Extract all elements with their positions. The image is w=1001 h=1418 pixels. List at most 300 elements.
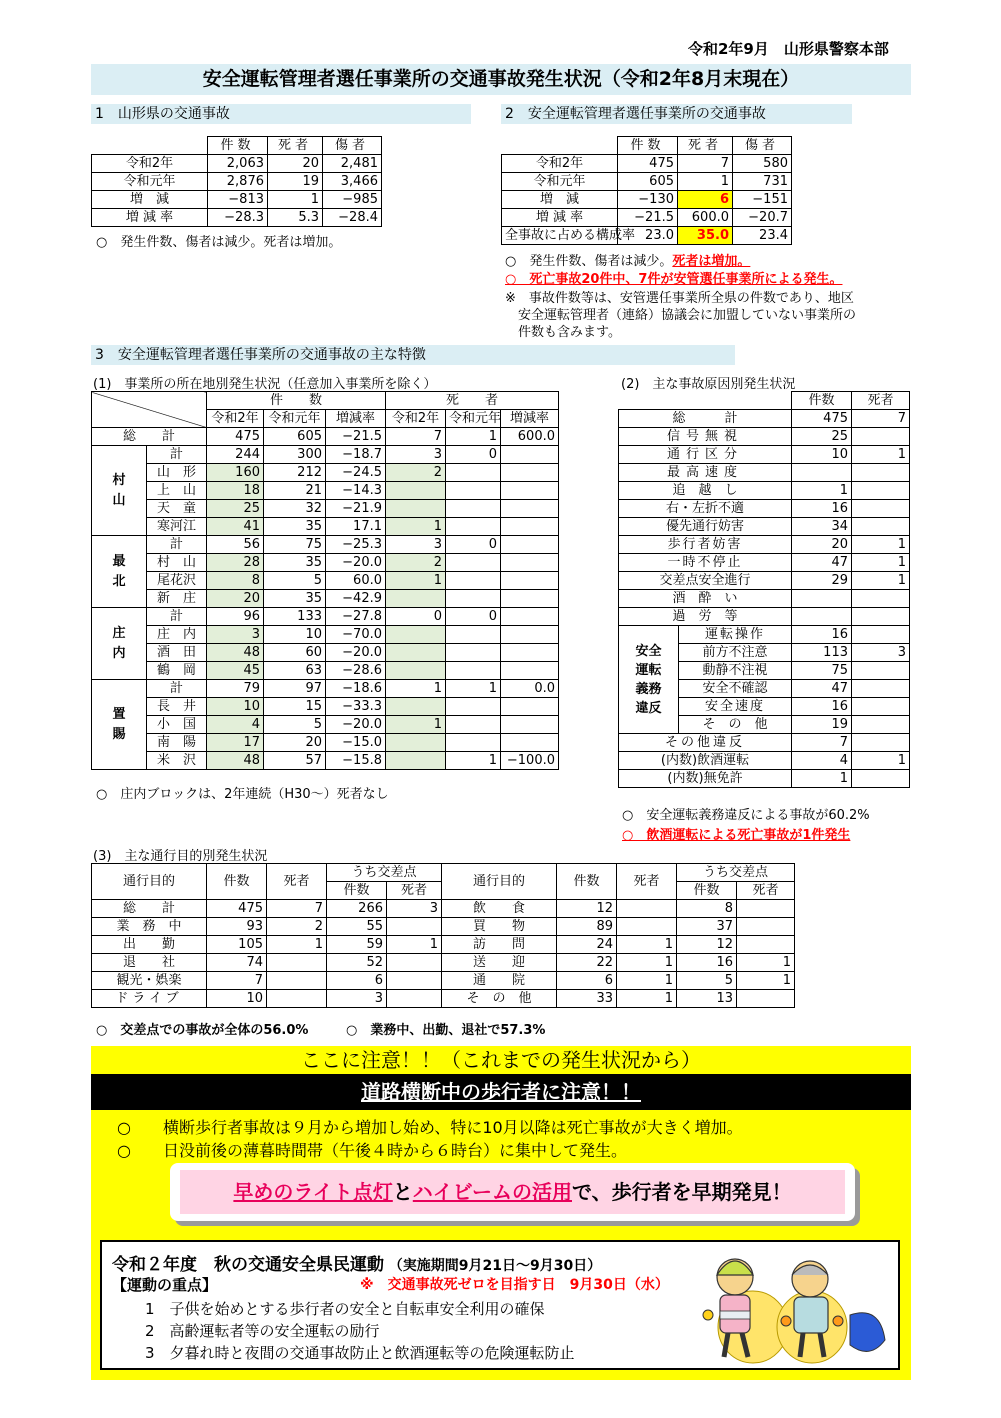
purpose-label: 出 勤 <box>92 936 207 954</box>
campaign-item: 1 子供を始めとする歩行者の安全と自転車安全利用の確保 <box>145 1300 545 1318</box>
purpose-cell: 55 <box>327 918 387 936</box>
area-cell <box>446 626 501 644</box>
cause-safety-group: 安全運転義務違反 <box>619 626 679 734</box>
purpose-cell: 3 <box>387 900 442 918</box>
sec1-h-cases: 件数 <box>208 137 268 155</box>
cause-label: 動静不注視 <box>679 662 792 680</box>
area-cell: 133 <box>264 608 326 626</box>
area-total-row <box>92 428 559 446</box>
area-cell <box>446 518 501 536</box>
cause-label: (内数)飲酒運転 <box>619 752 792 770</box>
area-cell: −42.9 <box>326 590 386 608</box>
purpose-cell <box>267 954 327 972</box>
area-cell <box>501 482 559 500</box>
sec2-row-label: 令和2年 <box>502 155 618 173</box>
area-block-okitama: 置賜 <box>92 680 147 770</box>
purpose-cell: 1 <box>737 954 795 972</box>
sec2-cell: −20.7 <box>733 209 792 227</box>
sec3-title: 3 安全運転管理者選任事業所の交通事故の主な特徴 <box>91 345 735 365</box>
cause-label: 過 労 等 <box>619 608 792 626</box>
area-cell <box>446 734 501 752</box>
purpose-row <box>92 900 795 918</box>
car-icon <box>850 1313 885 1352</box>
pedestrians-illustration <box>690 1245 890 1367</box>
area-cell: −14.3 <box>326 482 386 500</box>
cause-label: 交差点安全進行 <box>619 572 792 590</box>
purpose-row <box>92 936 795 954</box>
child-helmet-icon <box>717 1261 753 1275</box>
area-row-label: 新 庄 <box>147 590 207 608</box>
cause-cell: 25 <box>792 428 852 446</box>
area-cell: −21.9 <box>326 500 386 518</box>
cause-cell <box>852 464 910 482</box>
area-cell: 35 <box>264 518 326 536</box>
area-row <box>92 716 559 734</box>
cause-cell: 16 <box>792 500 852 518</box>
area-cell: −28.6 <box>326 662 386 680</box>
area-cell: 605 <box>264 428 326 446</box>
area-cell: −20.0 <box>326 554 386 572</box>
area-cell: 0 <box>386 608 446 626</box>
sec1-title: 1 山形県の交通事故 <box>91 104 471 124</box>
sec1-cell: −28.4 <box>323 209 382 227</box>
area-row-label: 長 井 <box>147 698 207 716</box>
cause-cell: 1 <box>852 752 910 770</box>
area-cell: 35 <box>264 554 326 572</box>
area-cell: 4 <box>207 716 264 734</box>
light-callout-text <box>180 1170 845 1214</box>
purpose-cell <box>387 918 442 936</box>
purpose-row <box>92 918 795 936</box>
area-cell <box>501 608 559 626</box>
sec1-corner <box>92 137 208 155</box>
sec1-row <box>92 209 382 227</box>
campaign-period: （実施期間9月21日～9月30日） <box>388 1258 602 1274</box>
cause-cell <box>852 482 910 500</box>
area-row-label: 計 <box>147 680 207 698</box>
area-cell <box>501 446 559 464</box>
area-cell: 75 <box>264 536 326 554</box>
purpose-cell <box>267 972 327 990</box>
sec1-row <box>92 155 382 173</box>
area-cell <box>446 572 501 590</box>
sec2-note3-line: 件数も含みます。 <box>505 325 621 340</box>
purpose-note2: ○ 業務中、出勤、退社で57.3% <box>346 1023 546 1038</box>
purpose-cell: 10 <box>207 990 267 1008</box>
area-cell <box>446 716 501 734</box>
purpose-cell: 13 <box>677 990 737 1008</box>
area-cell: −70.0 <box>326 626 386 644</box>
area-cell: −27.8 <box>326 608 386 626</box>
area-cell: 1 <box>446 680 501 698</box>
area-cell <box>501 716 559 734</box>
area-row <box>92 752 559 770</box>
area-table <box>91 391 559 770</box>
area-cell <box>386 626 446 644</box>
sec2-row <box>502 173 792 191</box>
area-cell <box>386 482 446 500</box>
area-row <box>92 644 559 662</box>
sec1-h-injured: 傷者 <box>323 137 382 155</box>
purpose-h-cross-2: うち交差点 <box>677 864 795 882</box>
sec2-row <box>502 155 792 173</box>
area-cell: 48 <box>207 644 264 662</box>
child-reflector-icon <box>720 1311 750 1319</box>
area-h-col: 増減率 <box>501 410 559 428</box>
campaign-heading <box>112 1250 601 1275</box>
purpose-cell <box>737 918 795 936</box>
area-cell: 17 <box>207 734 264 752</box>
area-cell: 96 <box>207 608 264 626</box>
sec2-title: 2 安全運転管理者選任事業所の交通事故 <box>501 104 852 124</box>
cause-label: 運転操作 <box>679 626 792 644</box>
area-title: (1) 事業所の所在地別発生状況（任意加入事業所を除く） <box>93 377 437 392</box>
purpose-row <box>92 954 795 972</box>
area-cell: 79 <box>207 680 264 698</box>
reflector-star-icon <box>833 1316 843 1326</box>
cause-row <box>619 446 910 464</box>
area-cell <box>386 500 446 518</box>
cause-corner <box>619 392 792 410</box>
sec2-h-cases: 件数 <box>618 137 678 155</box>
sec1-row-label: 令和2年 <box>92 155 208 173</box>
purpose-cell <box>737 900 795 918</box>
area-cell <box>501 536 559 554</box>
area-row <box>92 734 559 752</box>
cause-cell <box>792 464 852 482</box>
area-h-col: 増減率 <box>326 410 386 428</box>
purpose-cell <box>387 954 442 972</box>
cause-note1: ○ 安全運転義務違反による事故が60.2% <box>622 808 870 823</box>
area-cell: 41 <box>207 518 264 536</box>
area-cell: 18 <box>207 482 264 500</box>
cause-row <box>619 410 910 428</box>
area-cell <box>501 464 559 482</box>
area-cell: 244 <box>207 446 264 464</box>
reflector-star-icon <box>703 1310 713 1320</box>
cause-cell: 10 <box>792 446 852 464</box>
area-cell: −18.7 <box>326 446 386 464</box>
cause-cell <box>852 680 910 698</box>
area-cell: 10 <box>264 626 326 644</box>
light-text-d: で、歩行者を早期発見！ <box>572 1180 792 1204</box>
area-h-col: 令和2年 <box>386 410 446 428</box>
area-corner <box>92 392 207 428</box>
area-cell <box>501 590 559 608</box>
area-row-label: 山 形 <box>147 464 207 482</box>
sec2-cell: −21.5 <box>618 209 678 227</box>
cause-label: 安全不確認 <box>679 680 792 698</box>
purpose-label: 退 社 <box>92 954 207 972</box>
purpose-cell <box>737 936 795 954</box>
purpose-h-sub-deaths-2: 死者 <box>737 882 795 900</box>
purpose-cell: 1 <box>617 936 677 954</box>
area-cell: 28 <box>207 554 264 572</box>
cause-cell: 1 <box>852 536 910 554</box>
purpose-h-deaths-2: 死者 <box>617 864 677 900</box>
sec1-table <box>91 136 382 227</box>
cause-row <box>619 770 910 788</box>
sec2-cell-highlight: 35.0 <box>678 227 733 245</box>
area-cell: 0.0 <box>501 680 559 698</box>
area-cell: 63 <box>264 662 326 680</box>
cause-label: 総 計 <box>619 410 792 428</box>
area-cell: 1 <box>446 428 501 446</box>
sec2-row-label: 令和元年 <box>502 173 618 191</box>
purpose-label: そ の 他 <box>442 990 557 1008</box>
cause-cell: 1 <box>792 482 852 500</box>
sec1-h-deaths: 死者 <box>268 137 323 155</box>
cause-row <box>619 536 910 554</box>
warning-title: ここに注意！！（これまでの発生状況から） <box>301 1048 701 1072</box>
cause-cell: 16 <box>792 626 852 644</box>
area-cell: 1 <box>446 752 501 770</box>
area-cell: 5 <box>264 572 326 590</box>
purpose-row <box>92 972 795 990</box>
area-row <box>92 626 559 644</box>
purpose-cell: 1 <box>387 936 442 954</box>
area-cell <box>446 590 501 608</box>
cause-cell: 47 <box>792 680 852 698</box>
cause-row <box>619 518 910 536</box>
area-cell: −100.0 <box>501 752 559 770</box>
area-cell: 160 <box>207 464 264 482</box>
purpose-note1: ○ 交差点での事故が全体の56.0% <box>96 1023 309 1038</box>
purpose-cell: 105 <box>207 936 267 954</box>
area-cell: 8 <box>207 572 264 590</box>
area-cell: 20 <box>264 734 326 752</box>
area-cell: 212 <box>264 464 326 482</box>
sec2-cell: 1 <box>678 173 733 191</box>
purpose-cell: 33 <box>557 990 617 1008</box>
purpose-table <box>91 863 795 1008</box>
sec2-row-label: 増 減 <box>502 191 618 209</box>
purpose-cell: 1 <box>617 990 677 1008</box>
sec2-row <box>502 227 792 245</box>
area-cell: 7 <box>386 428 446 446</box>
purpose-h-cross: うち交差点 <box>327 864 442 882</box>
cause-cell: 16 <box>792 698 852 716</box>
sec2-cell: 731 <box>733 173 792 191</box>
cause-label: 右・左折不適 <box>619 500 792 518</box>
area-cell: 2 <box>386 554 446 572</box>
area-row-label: 寒河江 <box>147 518 207 536</box>
cause-row <box>619 572 910 590</box>
cause-label: 前方不注意 <box>679 644 792 662</box>
light-text-b: と <box>392 1180 413 1204</box>
sec1-cell: 2,876 <box>208 173 268 191</box>
area-row <box>92 500 559 518</box>
area-cell: −20.0 <box>326 716 386 734</box>
purpose-cell: 6 <box>327 972 387 990</box>
area-cell <box>501 734 559 752</box>
purpose-cell: 52 <box>327 954 387 972</box>
sec1-cell: −985 <box>323 191 382 209</box>
cause-row <box>619 608 910 626</box>
purpose-cell <box>267 990 327 1008</box>
cause-label: 通行区分 <box>619 446 792 464</box>
campaign-zero-day: ※ 交通事故死ゼロを目指す日 9月30日（水） <box>360 1277 669 1293</box>
cause-cell <box>852 626 910 644</box>
purpose-h-sub-cases-2: 件数 <box>677 882 737 900</box>
area-cell: 3 <box>207 626 264 644</box>
area-cell: −18.6 <box>326 680 386 698</box>
sec2-note2: ○ 死亡事故20件中、7件が安管選任事業所による発生。 <box>505 272 843 287</box>
sec2-table <box>501 136 792 245</box>
sec2-note1 <box>505 250 750 269</box>
cause-cell: 7 <box>792 734 852 752</box>
area-row-label: 計 <box>147 536 207 554</box>
purpose-cell: 6 <box>557 972 617 990</box>
cause-row <box>619 734 910 752</box>
area-cell: 2 <box>386 464 446 482</box>
light-text-c: ハイビームの活用 <box>412 1180 572 1204</box>
area-block-shonai: 庄内 <box>92 608 147 680</box>
purpose-cell <box>617 918 677 936</box>
sec2-cell: 23.0 <box>618 227 678 245</box>
area-cell: −25.3 <box>326 536 386 554</box>
purpose-cell <box>387 972 442 990</box>
area-cell: −15.0 <box>326 734 386 752</box>
cause-label: (内数)無免許 <box>619 770 792 788</box>
area-cell: 5 <box>264 716 326 734</box>
sec2-row <box>502 191 792 209</box>
area-cell <box>446 698 501 716</box>
area-cell: 17.1 <box>326 518 386 536</box>
area-cell <box>386 644 446 662</box>
cause-title: (2) 主な事故原因別発生状況 <box>621 377 796 392</box>
purpose-h-sub-deaths: 死者 <box>387 882 442 900</box>
campaign-item: 3 夕暮れ時と夜間の交通事故防止と飲酒運転等の危険運転防止 <box>145 1344 575 1362</box>
child-figure <box>703 1259 753 1357</box>
cause-row <box>619 482 910 500</box>
purpose-cell: 7 <box>207 972 267 990</box>
purpose-cell <box>737 990 795 1008</box>
area-cell <box>501 518 559 536</box>
cause-h-deaths: 死者 <box>852 392 910 410</box>
cause-cell: 47 <box>792 554 852 572</box>
cause-note2: ○ 飲酒運転による死亡事故が1件発生 <box>622 828 851 843</box>
purpose-cell: 12 <box>557 900 617 918</box>
area-cell: −15.8 <box>326 752 386 770</box>
sec1-note: ○ 発生件数、傷者は減少。死者は増加。 <box>96 235 342 250</box>
purpose-cell: 2 <box>267 918 327 936</box>
sec2-cell: 580 <box>733 155 792 173</box>
sec2-cell: 600.0 <box>678 209 733 227</box>
cause-cell: 4 <box>792 752 852 770</box>
purpose-h-purpose: 通行目的 <box>92 864 207 900</box>
area-cell <box>386 662 446 680</box>
sec2-note1-b: 死者は増加。 <box>672 254 751 269</box>
cause-row <box>619 590 910 608</box>
sec1-row-label: 増 減 率 <box>92 209 208 227</box>
page-title: 安全運転管理者選任事業所の交通事故発生状況（令和2年8月末現在） <box>91 64 911 95</box>
cause-label: 追 越 し <box>619 482 792 500</box>
area-cell <box>386 698 446 716</box>
area-row <box>92 518 559 536</box>
cause-row <box>619 464 910 482</box>
area-row <box>92 680 559 698</box>
area-row <box>92 536 559 554</box>
area-h-col: 令和元年 <box>264 410 326 428</box>
area-row-label: 天 童 <box>147 500 207 518</box>
area-cell <box>501 626 559 644</box>
cause-cell <box>852 662 910 680</box>
cause-cell <box>852 770 910 788</box>
area-cell: 20 <box>207 590 264 608</box>
purpose-h-cases-2: 件数 <box>557 864 617 900</box>
cause-cell <box>792 590 852 608</box>
area-h-cases: 件 数 <box>207 392 386 410</box>
sec1-cell: 20 <box>268 155 323 173</box>
header-date-org: 令和2年9月 山形県警察本部 <box>688 40 889 58</box>
sec1-cell: −28.3 <box>208 209 268 227</box>
cause-row <box>619 428 910 446</box>
area-cell: 600.0 <box>501 428 559 446</box>
area-row <box>92 662 559 680</box>
cause-cell <box>852 590 910 608</box>
area-cell <box>446 554 501 572</box>
purpose-label: 送 迎 <box>442 954 557 972</box>
sec1-row <box>92 173 382 191</box>
cause-label: 安全速度 <box>679 698 792 716</box>
elder-leg-icon <box>800 1333 803 1357</box>
area-cell: 0 <box>446 608 501 626</box>
sec2-note1-a: ○ 発生件数、傷者は減少。 <box>505 254 673 269</box>
area-cell: 1 <box>386 680 446 698</box>
purpose-label: 総 計 <box>92 900 207 918</box>
area-row <box>92 554 559 572</box>
sec1-row <box>92 191 382 209</box>
area-total-label: 総 計 <box>92 428 207 446</box>
area-cell: 15 <box>264 698 326 716</box>
area-row <box>92 446 559 464</box>
area-cell: 300 <box>264 446 326 464</box>
sec2-note3-line: ※ 事故件数等は、安管選任事業所全県の件数であり、地区 <box>505 291 854 306</box>
sec2-cell: −130 <box>618 191 678 209</box>
purpose-cell: 3 <box>327 990 387 1008</box>
area-cell: 10 <box>207 698 264 716</box>
cause-label: 最高速度 <box>619 464 792 482</box>
area-cell: 21 <box>264 482 326 500</box>
sec2-cell: 7 <box>678 155 733 173</box>
area-h-col: 令和2年 <box>207 410 264 428</box>
sec1-cell: 3,466 <box>323 173 382 191</box>
cause-cell: 29 <box>792 572 852 590</box>
purpose-label: 飲 食 <box>442 900 557 918</box>
cause-cell <box>852 608 910 626</box>
area-cell <box>501 698 559 716</box>
purpose-cell: 93 <box>207 918 267 936</box>
purpose-cell: 59 <box>327 936 387 954</box>
purpose-label: ドライブ <box>92 990 207 1008</box>
area-row-label: 米 沢 <box>147 752 207 770</box>
area-note: ○ 庄内ブロックは、2年連続（H30～）死者なし <box>96 787 389 802</box>
area-cell <box>501 662 559 680</box>
cause-cell <box>852 734 910 752</box>
cause-cell <box>852 716 910 734</box>
sec2-cell: 605 <box>618 173 678 191</box>
area-cell <box>446 464 501 482</box>
sec2-note3-line: 安全運転管理者（連絡）協議会に加盟していない事業所の <box>505 308 857 323</box>
purpose-title: (3) 主な通行目的別発生状況 <box>93 849 268 864</box>
purpose-cell: 1 <box>617 972 677 990</box>
purpose-h-deaths: 死者 <box>267 864 327 900</box>
purpose-cell: 74 <box>207 954 267 972</box>
cause-cell: 1 <box>852 554 910 572</box>
sec1-row-label: 令和元年 <box>92 173 208 191</box>
area-row <box>92 572 559 590</box>
